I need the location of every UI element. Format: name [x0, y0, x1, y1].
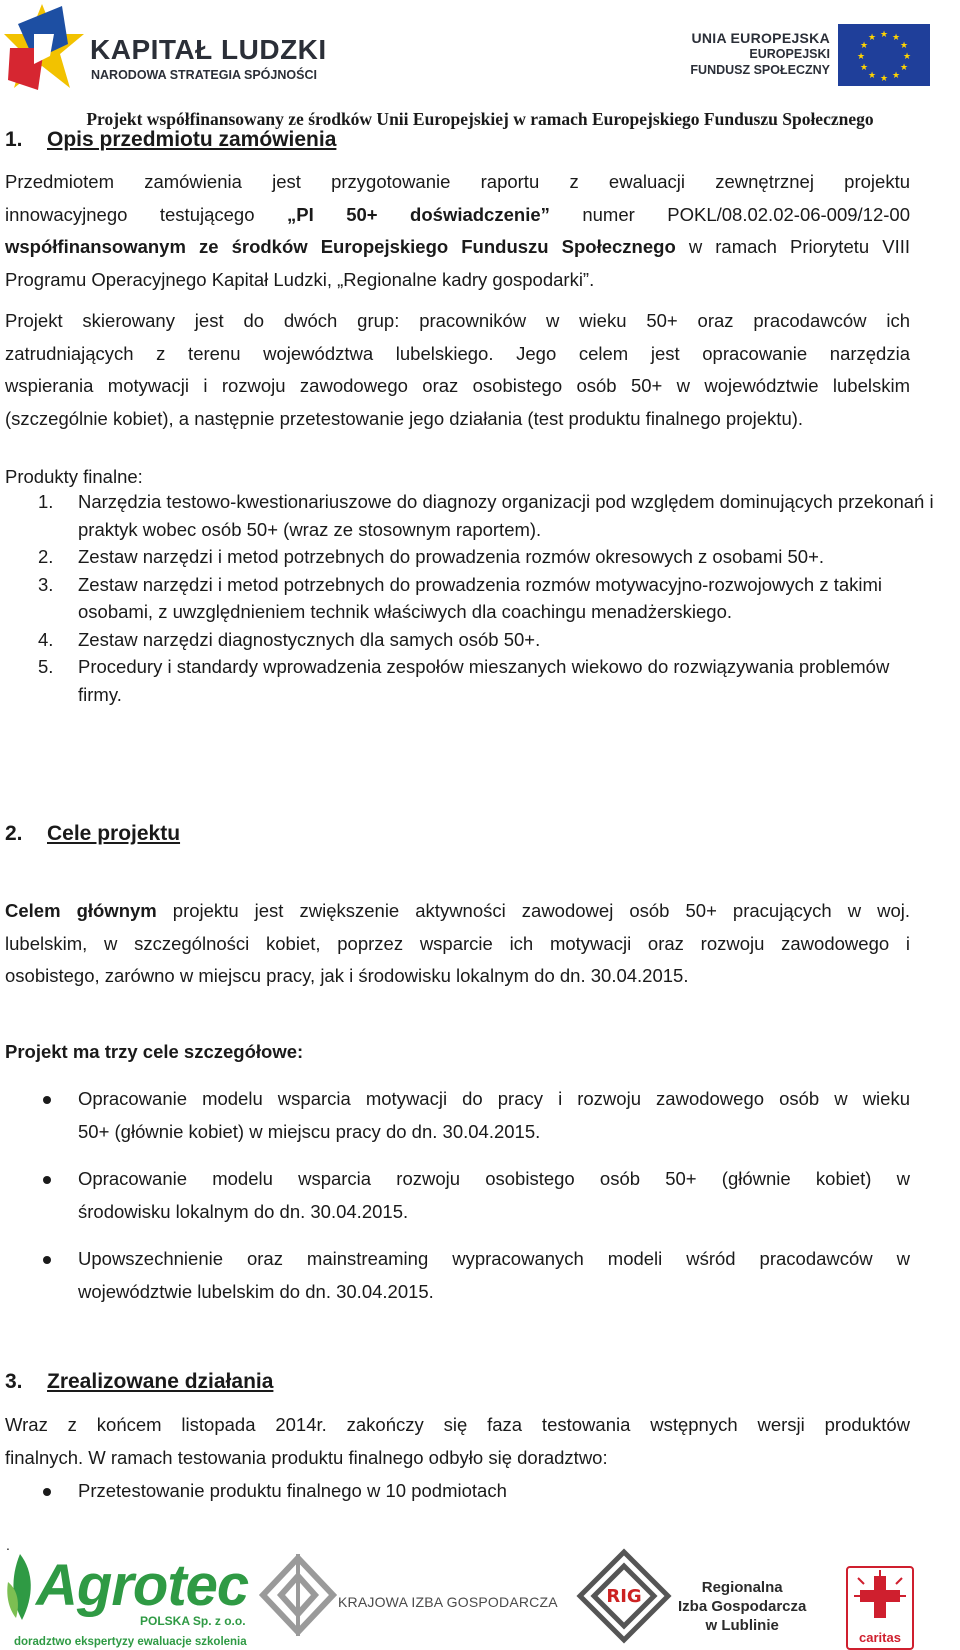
text-line: Przetestowanie produktu finalnego w 10 podmiotach	[78, 1480, 507, 1501]
specific-goals-list	[5, 1083, 910, 1308]
section-1-heading	[5, 128, 336, 152]
rig-emblem-icon	[576, 1548, 672, 1644]
list-item	[5, 1243, 910, 1308]
item-number: 4.	[38, 628, 54, 650]
main-goal-label: Celem głównym	[5, 900, 157, 921]
svg-text:★: ★	[859, 41, 869, 51]
text-line: Opracowanie modelu wsparcia rozwoju osobistego osób 50+ (głównie kobiet) w	[78, 1168, 910, 1189]
project-name: „PI 50+ doświadczenie”	[286, 203, 550, 225]
section-1-paragraph-2	[5, 305, 910, 435]
text-line: Przedmiotem zamówienia jest przygotowanie raportu z ewaluacji zewnętrznej projektu	[5, 171, 910, 192]
text-line: Opracowanie modelu wsparcia motywacji do pracy i rozwoju zawodowego osób w wieku	[78, 1088, 910, 1109]
eu-logo	[680, 24, 930, 90]
section-number: 1.	[5, 128, 23, 151]
caritas-cross-icon	[850, 1570, 910, 1624]
agrotec-tagline: doradztwo ekspertyzy ewaluacje szkolenia	[14, 1636, 247, 1648]
text-run: projektu jest zwiększenie aktywności zawodowej osób 50+ pracujących w woj.	[156, 900, 910, 921]
text-line: (szczególnie kobiet), a następnie przetestowanie jego działania (test produktu finalnego projektu).	[5, 407, 804, 429]
text-run: w ramach Priorytetu VIII	[675, 236, 910, 257]
text-line: środowisku lokalnym do dn. 30.04.2015.	[78, 1200, 409, 1222]
activities-list	[5, 1475, 910, 1508]
text-line: 50+ (głównie kobiet) w miejscu pracy do dn. 30.04.2015.	[78, 1120, 541, 1142]
caritas-text: caritas	[859, 1630, 901, 1645]
item-number: 3.	[38, 573, 54, 595]
item-text: Zestaw narzędzi diagnostycznych dla samych osób 50+.	[78, 628, 541, 650]
text-run-bold: współfinansowanym ze środków Europejskiego Funduszu Społecznego	[5, 236, 676, 257]
bullet-icon	[43, 1096, 51, 1104]
kapital-ludzki-star-icon	[4, 4, 84, 96]
kig-text: KRAJOWA IZBA GOSPODARCZA	[338, 1594, 558, 1610]
text-line	[5, 231, 910, 264]
text-run: numer POKL/08.02.02-06-009/12-00	[549, 203, 911, 225]
bullet-icon	[43, 1176, 51, 1184]
eu-line-2: EUROPEJSKI	[749, 47, 830, 61]
svg-text:★: ★	[879, 30, 889, 40]
list-item	[5, 1163, 910, 1228]
text-line: wspierania motywacji i rozwoju zawodowego oraz osobistego osób 50+ w województwie lubelskim	[5, 375, 910, 396]
svg-text:★: ★	[899, 41, 909, 51]
bullet-icon	[43, 1256, 51, 1264]
agrotec-logo	[0, 1548, 270, 1648]
section-number: 3.	[5, 1370, 23, 1393]
rig-text	[678, 1578, 806, 1635]
caritas-logo	[846, 1566, 914, 1650]
agrotec-polska: POLSKA Sp. z o.o.	[140, 1614, 246, 1628]
cofinancing-note: Projekt współfinansowany ze środków Unii Europejskiej w ramach Europejskiego Funduszu Społecznego	[86, 109, 874, 129]
list-item	[5, 571, 935, 626]
text-line: województwie lubelskim do dn. 30.04.2015.	[78, 1280, 434, 1302]
kig-emblem-icon	[259, 1554, 337, 1636]
rig-mark: RIG	[606, 1586, 642, 1607]
svg-text:★: ★	[891, 33, 901, 43]
item-text: Zestaw narzędzi i metod potrzebnych do prowadzenia rozmów motywacyjno-rozwojowych z takimi osobami, z uwzględnieniem technik właściwych dla coachingu menadżerskiego.	[78, 573, 883, 622]
products-label: Produkty finalne:	[5, 466, 143, 487]
rig-logo	[570, 1548, 840, 1648]
svg-text:★: ★	[867, 33, 877, 43]
text-line	[5, 199, 910, 232]
section-title: Opis przedmiotu zamówienia	[47, 128, 337, 151]
kapital-ludzki-subtitle: NARODOWA STRATEGIA SPÓJNOŚCI	[91, 68, 317, 82]
footer-dot: .	[6, 1537, 10, 1553]
text-line: Programu Operacyjnego Kapitał Ludzki, „Regionalne kadry gospodarki”.	[5, 268, 595, 290]
section-2-heading	[5, 822, 180, 846]
text-line	[5, 895, 910, 928]
eu-logo-text	[690, 30, 830, 78]
svg-text:★: ★	[867, 71, 877, 81]
list-item	[5, 626, 935, 654]
section-number: 2.	[5, 822, 23, 845]
eu-flag-icon	[838, 24, 930, 86]
text-line: finalnych. W ramach testowania produktu finalnego odbyło się doradztwo:	[5, 1446, 608, 1468]
specific-goals-label: Projekt ma trzy cele szczegółowe:	[5, 1041, 304, 1062]
text-line: osobistego, zarówno w miejscu pracy, jak i środowisku lokalnym do dn. 30.04.2015.	[5, 965, 689, 986]
item-number: 2.	[38, 546, 54, 567]
list-item	[5, 488, 935, 543]
svg-text:★: ★	[902, 52, 912, 62]
text-line: Upowszechnienie oraz mainstreaming wypracowanych modeli wśród pracodawców w	[78, 1248, 910, 1269]
kig-logo	[255, 1548, 575, 1648]
section-title: Cele projektu	[47, 822, 181, 845]
item-number: 5.	[38, 656, 54, 677]
text-run: innowacyjnego testującego	[5, 203, 287, 225]
list-item	[5, 1475, 910, 1508]
products-list	[5, 488, 935, 708]
agrotec-leaf-icon	[4, 1552, 38, 1622]
svg-text:★: ★	[856, 52, 866, 62]
kapital-ludzki-logo	[4, 4, 334, 96]
rig-line-1: Regionalna	[701, 1579, 783, 1596]
eu-line-3: FUNDUSZ SPOŁECZNY	[690, 63, 830, 77]
kapital-ludzki-title: KAPITAŁ LUDZKI	[90, 34, 327, 65]
item-number: 1.	[38, 491, 54, 512]
list-item	[5, 543, 935, 571]
agrotec-name: Agrotec	[36, 1553, 249, 1618]
svg-text:★: ★	[899, 63, 909, 73]
text-line: Wraz z końcem listopada 2014r. zakończy się faza testowania wstępnych wersji produktów	[5, 1414, 910, 1435]
svg-text:★: ★	[879, 74, 889, 84]
text-line: Projekt skierowany jest do dwóch grup: pracowników w wieku 50+ oraz pracodawców ich	[5, 310, 910, 331]
section-1-paragraph-1	[5, 166, 910, 296]
item-text: Narzędzia testowo-kwestionariuszowe do diagnozy organizacji pod względem dominujących przekonań i praktyk wobec osób 50+ (wraz ze stosownym raportem).	[78, 491, 934, 540]
rig-line-3: w Lublinie	[705, 1617, 779, 1634]
svg-text:★: ★	[859, 63, 869, 73]
section-3-paragraph	[5, 1409, 910, 1474]
text-line: lubelskim, w szczególności kobiet, poprzez wsparcie ich motywacji oraz rozwoju zawodowego i	[5, 932, 910, 954]
main-goal-paragraph	[5, 895, 910, 993]
item-text: Zestaw narzędzi i metod potrzebnych do prowadzenia rozmów okresowych z osobami 50+.	[78, 546, 825, 567]
svg-text:★: ★	[891, 71, 901, 81]
list-item	[5, 1083, 910, 1148]
item-text: Procedury i standardy wprowadzenia zespołów mieszanych wiekowo do rozwiązywania problemów firmy.	[78, 656, 890, 705]
rig-line-2: Izba Gospodarcza	[678, 1598, 807, 1615]
list-item	[5, 653, 935, 708]
bullet-icon	[43, 1488, 51, 1496]
section-title: Zrealizowane działania	[47, 1370, 274, 1393]
eu-line-1: UNIA EUROPEJSKA	[691, 30, 830, 46]
text-line: zatrudniających z terenu województwa lubelskiego. Jego celem jest opracowanie narzędzia	[5, 342, 910, 364]
section-3-heading	[5, 1370, 273, 1394]
